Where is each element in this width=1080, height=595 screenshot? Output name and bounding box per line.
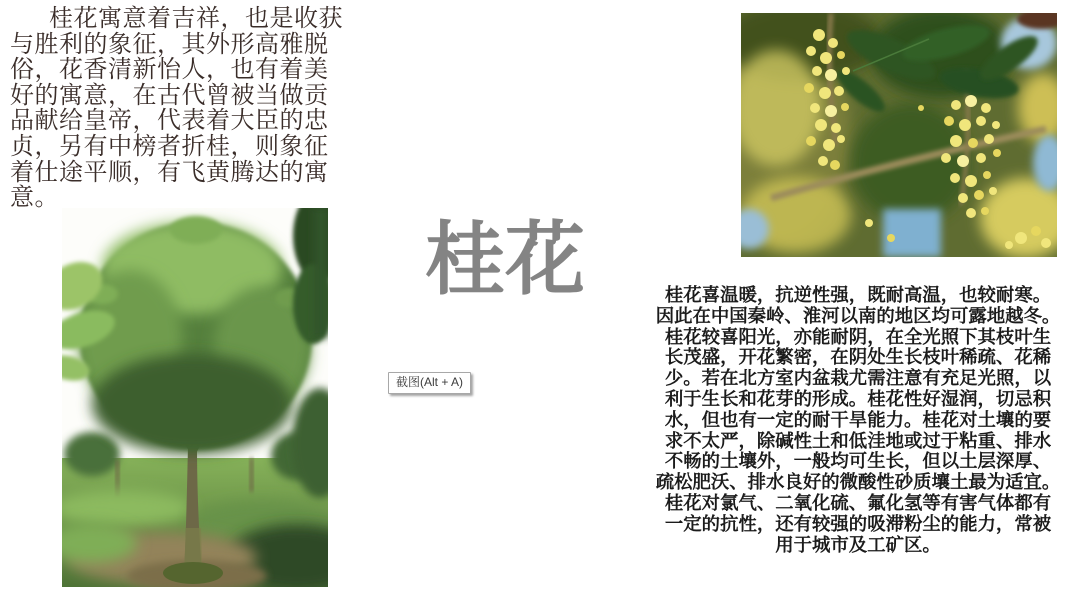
habit-line: 一定的抗性，还有较强的吸滞粉尘的能力，常被 xyxy=(664,512,1052,534)
intro-paragraph xyxy=(10,6,350,211)
habit-line: 不畅的土壤外，一般均可生长，但以土层深厚、 xyxy=(664,450,1052,472)
habit-line: 桂花对氯气、二氧化硫、氟化氢等有害气体都有 xyxy=(664,491,1052,513)
page-title: 桂花 xyxy=(425,215,585,304)
habit-line: 水，但也有一定的耐干旱能力。桂花对土壤的要 xyxy=(664,408,1052,430)
habit-line: 少。若在北方室内盆栽尤需注意有充足光照，以 xyxy=(664,367,1052,389)
intro-line: 品献给皇帝，代表着大臣的忠 xyxy=(10,106,329,135)
habit-line: 因此在中国秦岭、淮河以南的地区均可露地越冬。 xyxy=(655,304,1061,326)
habit-paragraph xyxy=(652,285,1064,555)
osmanthus-flower-photo xyxy=(741,13,1057,257)
habit-line: 用于城市及工矿区。 xyxy=(775,533,941,555)
intro-line: 贞，另有中榜者折桂，则象征 xyxy=(10,131,329,160)
intro-line: 好的寓意，在古代曾被当做贡 xyxy=(10,80,329,109)
intro-line: 意。 xyxy=(10,183,59,212)
screenshot-tooltip: 截图(Alt + A) xyxy=(388,372,471,394)
habit-line: 求不太严，除碱性土和低洼地或过于粘重、排水 xyxy=(664,429,1052,451)
intro-line: 俗，花香清新怡人，也有着美 xyxy=(10,55,329,84)
habit-line: 长茂盛，开花繁密，在阴处生长枝叶稀疏、花稀 xyxy=(664,346,1052,368)
habit-line: 桂花喜温暖，抗逆性强，既耐高温，也较耐寒。 xyxy=(664,284,1052,305)
osmanthus-tree-photo xyxy=(62,208,328,587)
intro-line: 桂花寓意着吉祥，也是收获 xyxy=(49,4,343,32)
habit-line: 桂花较喜阳光，亦能耐阴，在全光照下其枝叶生 xyxy=(664,325,1052,347)
habit-line: 利于生长和花芽的形成。桂花性好湿润，切忌积 xyxy=(664,387,1052,409)
intro-line: 与胜利的象征，其外形高雅脱 xyxy=(10,29,329,58)
intro-line: 着仕途平顺，有飞黄腾达的寓 xyxy=(10,157,329,186)
habit-line: 疏松肥沃、排水良好的微酸性砂质壤土最为适宜。 xyxy=(655,471,1061,493)
